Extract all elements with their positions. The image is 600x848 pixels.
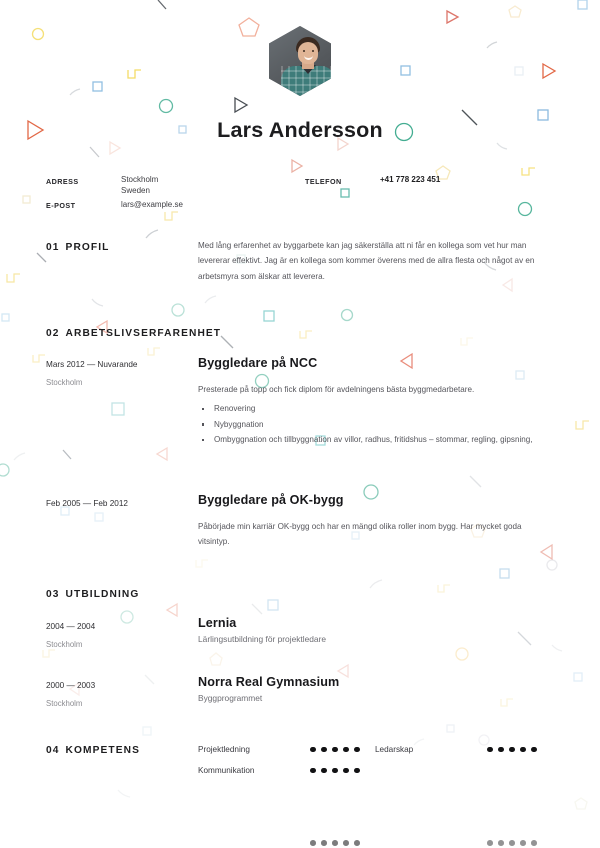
address-label: ADRESS <box>46 177 79 186</box>
skill-row-clipped-left <box>198 840 360 846</box>
rating-dot <box>354 747 360 753</box>
list-item: Renovering <box>198 401 543 416</box>
section-heading-education <box>46 589 139 600</box>
email-label: E-POST <box>46 201 76 210</box>
list-item: Ombyggnation och tillbyggnation av villor, radhus, fritidshus – stommar, regling, gipsning, <box>198 432 543 447</box>
phone-value[interactable]: +41 778 223 451 <box>380 175 441 184</box>
section-number-profile: 01 <box>46 242 60 253</box>
avatar <box>269 26 331 96</box>
skill-row-projektledning <box>198 745 360 754</box>
section-title-experience: ARBETSLIVSERFARENHET <box>65 328 222 339</box>
experience-description: Presterade på topp och fick diplom för avdelningens bästa byggmedarbetare. <box>198 385 475 394</box>
rating-dot <box>343 768 349 774</box>
experience-title: Byggledare på OK-bygg <box>198 493 344 507</box>
rating-dot <box>531 840 537 846</box>
address-value <box>121 175 158 196</box>
section-title-profile: PROFIL <box>65 242 110 253</box>
section-number-education: 03 <box>46 589 60 600</box>
page-title: Lars Andersson <box>217 118 383 142</box>
contact-block <box>0 170 600 218</box>
rating-dot <box>498 840 504 846</box>
rating-dot <box>354 768 360 774</box>
skill-row-clipped-right <box>375 840 537 846</box>
phone-label: TELEFON <box>305 177 342 186</box>
rating-dot <box>321 768 327 774</box>
portrait-photo <box>269 26 331 96</box>
skill-label: Kommunikation <box>198 766 255 775</box>
rating-dot <box>332 840 338 846</box>
rating-dot <box>310 768 316 774</box>
resume-header <box>0 0 600 143</box>
skill-rating-dots <box>487 840 537 846</box>
education-subtitle: Byggprogrammet <box>198 693 263 703</box>
list-item: Nybyggnation <box>198 417 543 432</box>
experience-title: Byggledare på NCC <box>198 356 318 370</box>
experience-meta-1 <box>46 499 128 508</box>
education-entry-0 <box>198 616 543 644</box>
education-location: Stockholm <box>46 640 83 649</box>
experience-dates: Feb 2005 — Feb 2012 <box>46 499 128 508</box>
skill-label: Ledarskap <box>375 745 414 754</box>
rating-dot <box>343 747 349 753</box>
education-dates: 2000 — 2003 <box>46 681 96 690</box>
education-subtitle: Lärlingsutbildning för projektledare <box>198 634 327 644</box>
rating-dot <box>310 747 316 753</box>
skill-row-kommunikation <box>198 766 360 775</box>
rating-dot <box>354 840 360 846</box>
experience-entry-1 <box>198 493 543 550</box>
education-title: Lernia <box>198 616 237 630</box>
rating-dot <box>520 840 526 846</box>
rating-dot <box>498 747 504 753</box>
section-heading-experience <box>46 328 221 339</box>
education-meta-0 <box>46 622 95 649</box>
rating-dot <box>509 840 515 846</box>
rating-dot <box>321 840 327 846</box>
rating-dot <box>310 840 316 846</box>
email-value[interactable]: lars@example.se <box>121 200 183 209</box>
section-heading-profile <box>46 242 110 253</box>
education-dates: 2004 — 2004 <box>46 622 96 631</box>
address-line-2: Sweden <box>121 185 150 195</box>
rating-dot <box>531 747 537 753</box>
skill-label: Projektledning <box>198 745 250 754</box>
rating-dot <box>487 747 493 753</box>
skill-rating-dots <box>487 747 537 753</box>
section-title-education: UTBILDNING <box>65 589 140 600</box>
rating-dot <box>332 768 338 774</box>
section-number-skills: 04 <box>46 745 60 756</box>
education-entry-1 <box>198 675 543 703</box>
rating-dot <box>343 840 349 846</box>
skill-rating-dots <box>310 747 360 753</box>
experience-bullet-list <box>198 401 543 447</box>
address-line-1: Stockholm <box>121 175 159 184</box>
section-number-experience: 02 <box>46 328 60 339</box>
rating-dot <box>509 747 515 753</box>
experience-meta-0 <box>46 360 137 387</box>
profile-body <box>198 238 543 284</box>
education-location: Stockholm <box>46 699 83 708</box>
section-heading-skills <box>46 745 140 756</box>
rating-dot <box>332 747 338 753</box>
experience-dates: Mars 2012 — Nuvarande <box>46 360 138 369</box>
experience-location: Stockholm <box>46 378 83 387</box>
skill-rating-dots <box>310 840 360 846</box>
section-title-skills: KOMPETENS <box>65 745 140 756</box>
education-meta-1 <box>46 681 95 708</box>
rating-dot <box>520 747 526 753</box>
profile-text: Med lång erfarenhet av byggarbete kan jag säkerställa att ni får en kollega som vet hur man levererar effektivt. Jag är en kollega som kommer överens med de allra flesta och något av en arbetsmyra som älskar att leverera. <box>198 241 535 281</box>
skill-rating-dots <box>310 768 360 774</box>
experience-entry-0 <box>198 356 543 448</box>
skill-row-ledarskap <box>375 745 537 754</box>
education-title: Norra Real Gymnasium <box>198 675 340 689</box>
rating-dot <box>321 747 327 753</box>
rating-dot <box>487 840 493 846</box>
experience-description: Påbörjade min karriär OK-bygg och har en mängd olika roller inom bygg. Har mycket goda vitsintyp. <box>198 522 522 547</box>
